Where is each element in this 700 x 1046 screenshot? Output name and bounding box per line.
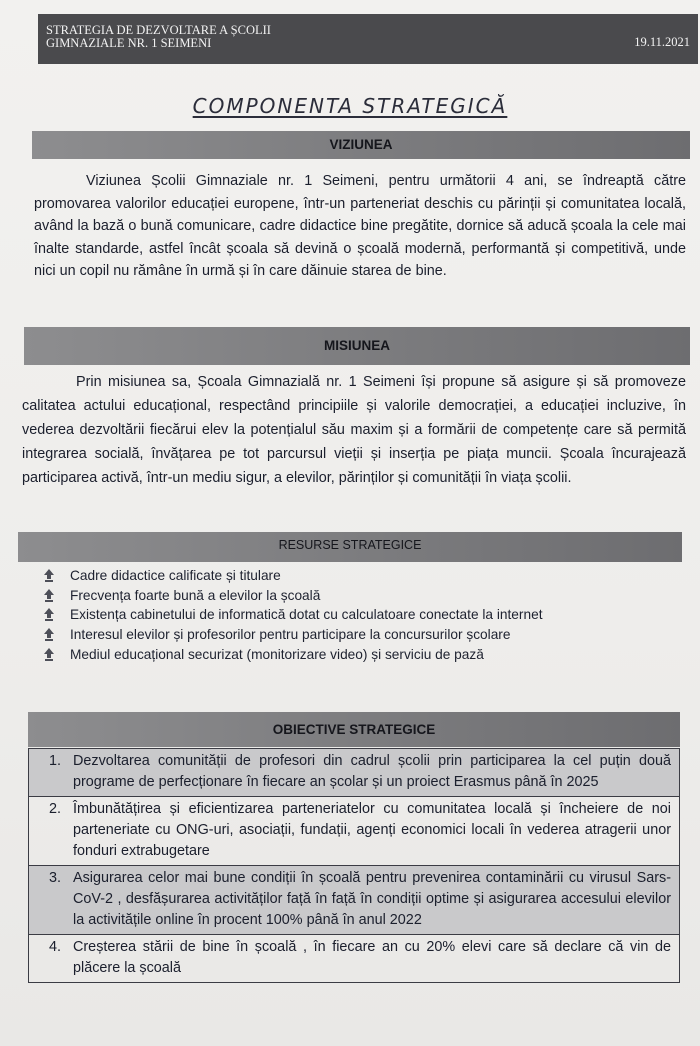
vision-heading-label: VIZIUNEA <box>329 137 393 152</box>
resources-heading-label: RESURSE STRATEGICE <box>278 538 422 552</box>
document-header <box>38 14 698 64</box>
list-item <box>40 605 660 625</box>
section-heading-objectives <box>28 712 680 747</box>
header-title-line1: STRATEGIA DE DEZVOLTARE A ȘCOLII <box>46 23 271 37</box>
objective-text: Asigurarea celor mai bune condiții în școală pentru prevenirea contaminării cu virusul Sars-CoV-2 , desfășurarea activităților față în față în condiții optime și asigurarea accesului elevilor la activitățile online în procent 100% până în anul 2022 <box>73 870 671 928</box>
resource-item-text: Mediul educațional securizat (monitorizare video) și serviciu de pază <box>70 646 484 662</box>
resources-list <box>40 566 660 665</box>
resource-item-text: Frecvența foarte bună a elevilor la școală <box>70 587 321 603</box>
bullet-arrow-icon <box>42 569 56 582</box>
resource-item-text: Existența cabinetului de informatică dotat cu calculatoare conectate la internet <box>70 607 543 623</box>
table-row <box>29 935 679 982</box>
mission-paragraph: Prin misiunea sa, Școala Gimnazială nr. 1 Seimeni își propune să asigure și să promoveze calitatea actului educațional, respectând principiile și valorile democrației, a educației incluzive, în vederea dezvoltării fiecărui elev la potențialul său maxim și a formării de competențe care să permită integrarea socială, învățarea pe tot parcursul vieții și inserția pe piața muncii. Școala încurajează participarea activă, într-un mediu sigur, a elevilor, părinților și comunității în viața școlii. <box>22 374 686 486</box>
objective-number: 4. <box>49 939 62 955</box>
header-date: 19.11.2021 <box>634 35 690 49</box>
list-item <box>40 566 660 586</box>
section-heading-resources <box>18 532 682 562</box>
table-row <box>29 749 679 797</box>
resource-item-text: Cadre didactice calificate și titulare <box>70 568 281 583</box>
table-row <box>29 797 679 866</box>
list-item <box>40 645 660 665</box>
resource-item-text: Interesul elevilor și profesorilor pentru participare la concursurilor școlare <box>70 627 511 643</box>
bullet-arrow-icon <box>42 628 56 641</box>
objective-number: 3. <box>49 870 62 886</box>
objective-text: Îmbunătățirea și eficientizarea parteneriatelor cu comunitatea locală și încheiere de noi parteneriate cu ONG-uri, asociații, fundații, agenți economici locali în vederea atragerii unor fonduri extrabugetare <box>73 801 671 859</box>
objective-text: Dezvoltarea comunității de profesori din cadrul școlii prin participarea la cel puțin două programe de perfecționare în fiecare an școlar și un proiect Erasmus până în 2025 <box>73 753 671 790</box>
vision-paragraph: Viziunea Școlii Gimnaziale nr. 1 Seimeni, pentru următorii 4 ani, se îndreaptă către promovarea valorilor educației europene, într-un parteneriat deschis cu părinții și comunitatea locală, având la bază o bună comunicare, cadre didactice bine pregătite, dornice să aducă școala la cele mai înalte standarde, astfel încât școala să devină o școală modernă, performantă și competitivă, unde nici un copil nu rămâne în urmă și în care dăinuie starea de bine. <box>34 173 686 280</box>
objective-number: 1. <box>49 753 62 769</box>
header-title <box>46 24 271 50</box>
section-heading-vision <box>32 131 690 159</box>
header-title-line2: GIMNAZIALE NR. 1 SEIMENI <box>46 36 212 50</box>
mission-heading-label: MISIUNEA <box>323 338 390 353</box>
list-item <box>40 586 660 606</box>
bullet-arrow-icon <box>42 589 56 602</box>
section-heading-mission <box>24 327 690 365</box>
objective-number: 2. <box>49 801 62 817</box>
table-row <box>29 866 679 935</box>
objectives-heading-label: OBIECTIVE STRATEGICE <box>272 722 436 737</box>
bullet-arrow-icon <box>42 608 56 621</box>
objectives-table <box>28 748 680 983</box>
page-title: COMPONENTA STRATEGICĂ <box>192 94 508 118</box>
objective-text: Creșterea stării de bine în școală , în fiecare an cu 20% elevi care să declare că vin de plăcere la școală <box>73 939 671 976</box>
list-item <box>40 625 660 645</box>
bullet-arrow-icon <box>42 648 56 661</box>
